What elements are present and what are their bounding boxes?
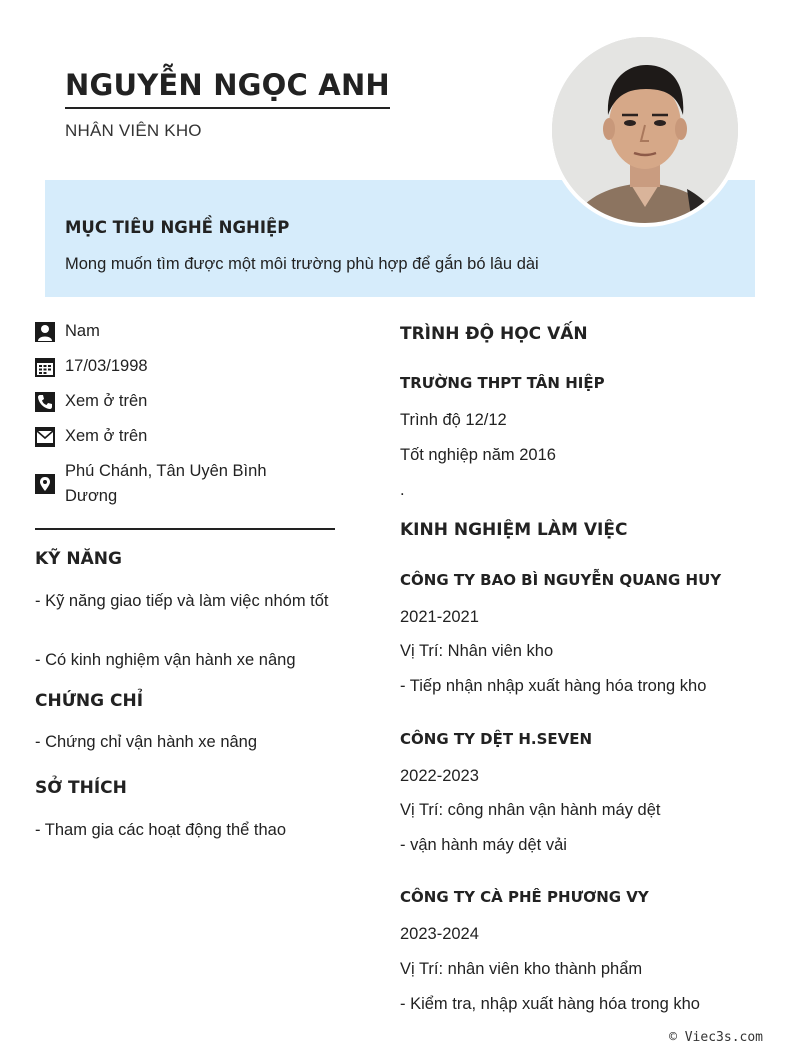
job-company: CÔNG TY CÀ PHÊ PHƯƠNG VY — [400, 888, 649, 906]
candidate-name: NGUYỄN NGỌC ANH — [65, 68, 390, 109]
left-divider — [35, 528, 335, 530]
job-period: 2021-2021 — [400, 608, 479, 626]
contact-phone — [35, 391, 335, 414]
objective-heading: MỤC TIÊU NGHỀ NGHIỆP — [65, 218, 290, 237]
email-value: Xem ở trên — [65, 427, 148, 445]
job-position: Vị Trí: Nhân viên kho — [400, 642, 554, 660]
address-line-1: Phú Chánh, Tân Uyên Bình — [65, 462, 267, 480]
contact-email — [35, 426, 335, 449]
person-icon — [35, 322, 55, 342]
education-note: . — [400, 481, 405, 499]
contact-list — [35, 321, 335, 521]
job-position: Vị Trí: công nhân vận hành máy dệt — [400, 801, 661, 819]
address-value — [65, 459, 267, 509]
email-icon — [35, 427, 55, 447]
job-period: 2023-2024 — [400, 925, 479, 943]
job-duty: - Tiếp nhận nhập xuất hàng hóa trong kho — [400, 677, 707, 695]
certificate-item: - Chứng chỉ vận hành xe nâng — [35, 733, 258, 751]
contact-address — [35, 461, 335, 509]
skill-item: - Có kinh nghiệm vận hành xe nâng — [35, 651, 296, 669]
watermark: © Viec3s.com — [669, 1030, 763, 1045]
job-company: CÔNG TY BAO BÌ NGUYỄN QUANG HUY — [400, 571, 722, 589]
skills-heading: KỸ NĂNG — [35, 549, 122, 569]
gender-value: Nam — [65, 322, 100, 340]
location-icon — [35, 474, 55, 494]
hobbies-heading: SỞ THÍCH — [35, 778, 127, 798]
hobby-item: - Tham gia các hoạt động thể thao — [35, 821, 287, 839]
job-period: 2022-2023 — [400, 767, 479, 785]
experience-heading: KINH NGHIỆM LÀM VIỆC — [400, 520, 628, 540]
contact-gender — [35, 321, 335, 344]
address-line-2: Dương — [65, 487, 118, 505]
school-name: TRƯỜNG THPT TÂN HIỆP — [400, 374, 605, 392]
contact-birthday — [35, 356, 335, 379]
objective-text: Mong muốn tìm được một môi trường phù hợp để gắn bó lâu dài — [65, 255, 539, 273]
education-level: Trình độ 12/12 — [400, 411, 507, 429]
phone-value: Xem ở trên — [65, 392, 148, 410]
job-position: Vị Trí: nhân viên kho thành phẩm — [400, 960, 643, 978]
certificates-heading: CHỨNG CHỈ — [35, 691, 144, 711]
birthday-value: 17/03/1998 — [65, 357, 148, 375]
education-heading: TRÌNH ĐỘ HỌC VẤN — [400, 324, 588, 344]
phone-icon — [35, 392, 55, 412]
job-title: NHÂN VIÊN KHO — [65, 121, 202, 140]
job-duty: - vận hành máy dệt vải — [400, 836, 567, 854]
profile-photo — [548, 33, 742, 227]
job-company: CÔNG TY DỆT H.SEVEN — [400, 730, 593, 748]
job-duty: - Kiểm tra, nhập xuất hàng hóa trong kho — [400, 995, 700, 1013]
skill-item: - Kỹ năng giao tiếp và làm việc nhóm tốt — [35, 592, 329, 610]
education-graduated: Tốt nghiệp năm 2016 — [400, 446, 556, 464]
calendar-icon — [35, 357, 55, 377]
